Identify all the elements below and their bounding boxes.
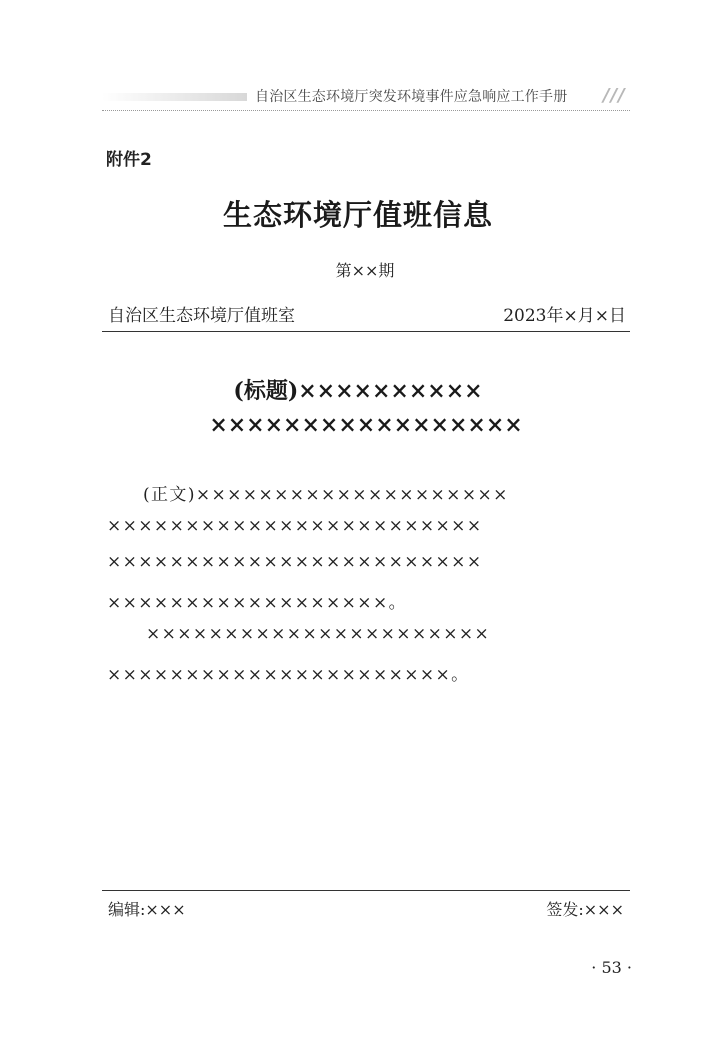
signer-field: 签发:××× bbox=[546, 900, 624, 919]
running-header-title: 自治区生态环境厅突发环境事件应急响应工作手册 bbox=[255, 89, 568, 105]
masthead-rule bbox=[102, 331, 630, 332]
footer-rule bbox=[102, 890, 630, 891]
header-decoration-bar bbox=[102, 93, 247, 101]
issue-date: 2023年×月×日 bbox=[503, 306, 626, 326]
body-line-2: ×××××××××××××××××××××××× bbox=[107, 516, 483, 536]
body-line-1: (正文)×××××××××××××××××××× bbox=[143, 485, 509, 505]
body-line-5: ×××××××××××××××××××××× bbox=[146, 624, 491, 644]
body-line-3: ×××××××××××××××××××××××× bbox=[107, 552, 483, 572]
issue-number: 第××期 bbox=[335, 261, 395, 280]
header-slashes-decoration: /// bbox=[603, 85, 626, 106]
editor-field: 编辑:××× bbox=[108, 900, 186, 919]
page-number: · 53 · bbox=[591, 958, 632, 977]
body-line-6: ××××××××××××××××××××××。 bbox=[107, 665, 470, 685]
document-title: 生态环境厅值班信息 bbox=[222, 198, 493, 232]
header-dotted-rule bbox=[102, 110, 630, 111]
news-title-line-2: ××××××××××××××××× bbox=[209, 412, 523, 438]
body-line-4: ××××××××××××××××××。 bbox=[107, 593, 407, 613]
issuing-office: 自治区生态环境厅值班室 bbox=[108, 306, 295, 326]
attachment-label: 附件2 bbox=[106, 150, 152, 170]
news-title-line-1: (标题)×××××××××× bbox=[233, 378, 483, 404]
